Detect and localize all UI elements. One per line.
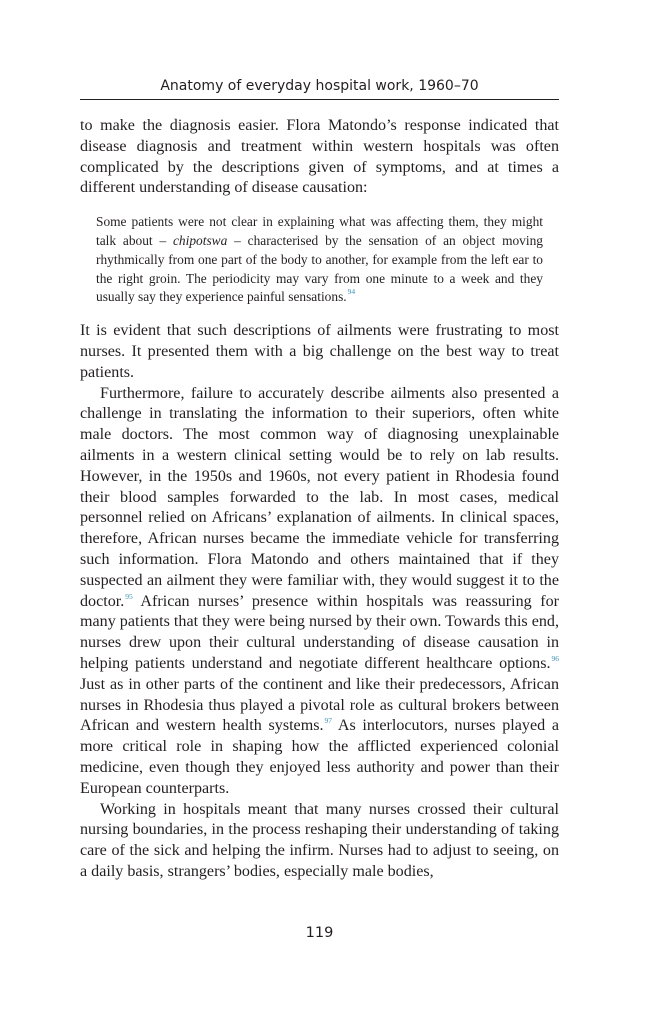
footnote-ref-95[interactable]: 95 [125, 591, 133, 601]
page-number: 119 [305, 925, 334, 941]
paragraph-3-part-3: Just as in other parts of the continent and like their predecessors, African nurses in Rhodesia thus played a pivotal role as cultural brokers between African and western health systems. [80, 675, 559, 735]
block-quote-text [96, 213, 543, 307]
paragraph-4: Working in hospitals meant that many nurses crossed their cultural nursing boundaries, in the process reshaping their understanding of taking care of the sick and helping the infirm. Nurses had to adjust to seeing, on a daily basis, strangers’ bodies, especially male bodies, [80, 800, 559, 880]
paragraph-3-part-4: As interlocutors, nurses played a more critical role in shaping how the afflicted experienced colonial medicine, even though they enjoyed less authority and power than their European counterparts. [80, 717, 559, 797]
footnote-ref-97[interactable]: 97 [324, 716, 333, 726]
header-rule [80, 99, 559, 100]
quote-term-chipotswa: chipotswa [172, 232, 228, 248]
running-head: Anatomy of everyday hospital work, 1960–70 [160, 78, 479, 94]
paragraph-2: It is evident that such descriptions of ailments were frustrating to most nurses. It presented them with a big challenge on the best way to treat patients. [80, 322, 559, 381]
footnote-ref-96[interactable]: 96 [551, 653, 559, 663]
footnote-ref-94[interactable]: 94 [347, 287, 356, 297]
paragraph-1: to make the diagnosis easier. Flora Matondo’s response indicated that disease diagnosis and treatment within western hospitals was often complicated by the descriptions given of symptoms, and at times a different understanding of disease causation: [80, 117, 559, 197]
paragraph-3 [80, 384, 559, 800]
paragraph-3-part-1: Furthermore, failure to accurately describe ailments also presented a challenge in translating the information to their superiors, often white male doctors. The most common way of diagnosing unexplainable ailments in a western clinical setting would be to rely on lab results. However, in the 1950s and 1960s, not every patient in Rhodesia found their blood samples forwarded to the lab. In most cases, medical personnel relied on Africans’ explanation of ailments. In clinical spaces, therefore, African nurses became the immediate vehicle for transferring such information. Flora Matondo and others maintained that if they suspected an ailment they were familiar with, they would suggest it to the doctor. [80, 384, 559, 610]
quote-text-start: Some patients were not clear in explaining what was affecting them, they might talk about – [96, 214, 543, 248]
body-text [80, 116, 559, 883]
paragraph-3-part-2: African nurses’ presence within hospitals was reassuring for many patients that they were being nursed by their own. Towards this end, nurses drew upon their cultural understanding of disease causation in helping patients understand and negotiate different healthcare options. [80, 592, 559, 672]
block-quote [96, 213, 543, 307]
quote-text-end: – characterised by the sensation of an object moving rhythmically from one part of the body to another, for example from the left ear to the right groin. The periodicity may vary from one minute to a week and they usually say they experience painful sensations. [96, 232, 543, 305]
